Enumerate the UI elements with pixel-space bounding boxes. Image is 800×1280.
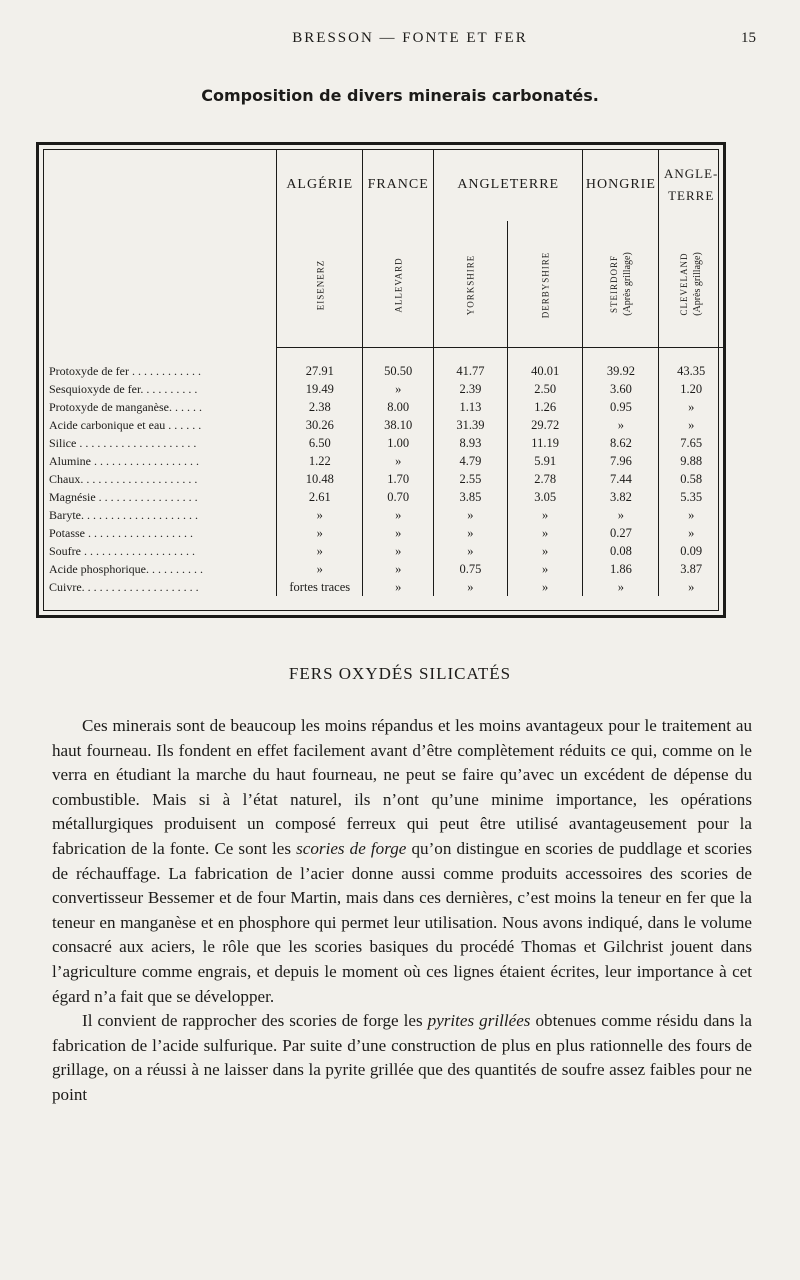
paragraph-2-part-a: Il convient de rapprocher des scories de forge les [82, 1011, 423, 1031]
paragraph-1 [52, 714, 752, 1009]
table-row [49, 560, 723, 578]
table-row [49, 488, 723, 506]
table-cell: 3.85 [433, 488, 507, 506]
table-cell: » [507, 506, 583, 524]
header-corner [49, 149, 277, 221]
locality-yorkshire [433, 221, 507, 348]
locality-eisenerz [277, 221, 363, 348]
row-label: Sesquioxyde de fer. . . . . . . . . . [49, 381, 198, 396]
table-cell: » [583, 506, 659, 524]
table-cell: » [659, 578, 723, 596]
table-row [49, 398, 723, 416]
header-france: FRANCE [363, 149, 434, 221]
locality-derbyshire-label: DERBYSHIRE [540, 251, 551, 319]
table-cell: » [363, 506, 434, 524]
table-row [49, 362, 723, 380]
table-cell: 41.77 [433, 362, 507, 380]
table-cell: 40.01 [507, 362, 583, 380]
row-label: Alumine . . . . . . . . . . . . . . . . . . [49, 453, 199, 468]
table-row [49, 470, 723, 488]
table-cell: » [507, 578, 583, 596]
header-algerie: ALGÉRIE [277, 149, 363, 221]
table-row [49, 578, 723, 596]
locality-derbyshire [507, 221, 583, 348]
table-cell: » [507, 542, 583, 560]
table-cell: » [659, 506, 723, 524]
table-cell: » [583, 578, 659, 596]
table-cell: 5.91 [507, 452, 583, 470]
table-cell: » [277, 542, 363, 560]
table-cell: » [363, 560, 434, 578]
table-cell: 9.88 [659, 452, 723, 470]
table-row [49, 416, 723, 434]
header-angleterre-2-a: ANGLE- [663, 166, 719, 181]
row-label: Silice . . . . . . . . . . . . . . . . . . . . [49, 435, 197, 450]
header-hongrie: HONGRIE [583, 149, 659, 221]
steirdorf-name: STEIRDORF [608, 254, 619, 313]
table-cell: 39.92 [583, 362, 659, 380]
table-cell: 5.35 [659, 488, 723, 506]
header-angleterre-2 [659, 149, 723, 221]
table-cell: 3.82 [583, 488, 659, 506]
table-cell: 30.26 [277, 416, 363, 434]
table-cell: 3.87 [659, 560, 723, 578]
table-cell: 0.27 [583, 524, 659, 542]
table-cell: » [433, 578, 507, 596]
table-cell: 2.38 [277, 398, 363, 416]
table-cell: 11.19 [507, 434, 583, 452]
row-label: Baryte. . . . . . . . . . . . . . . . . . . . [49, 507, 198, 522]
row-label: Magnésie . . . . . . . . . . . . . . . . . [49, 489, 198, 504]
table-cell: 2.55 [433, 470, 507, 488]
locality-yorkshire-label: YORKSHIRE [465, 254, 476, 316]
row-label: Cuivre. . . . . . . . . . . . . . . . . . . . [49, 579, 199, 594]
body-text [52, 714, 752, 1108]
table-cell: 0.70 [363, 488, 434, 506]
table-cell: » [363, 452, 434, 470]
table-cell: » [363, 542, 434, 560]
locality-header-row [49, 221, 723, 348]
header-angleterre-2-b: TERRE [668, 188, 715, 203]
locality-steirdorf [583, 221, 659, 348]
table-cell: » [277, 506, 363, 524]
running-head [60, 30, 760, 52]
table-cell: 2.39 [433, 380, 507, 398]
table-cell: » [433, 506, 507, 524]
paragraph-2 [52, 1009, 752, 1107]
table-cell: » [277, 560, 363, 578]
table-cell: » [433, 542, 507, 560]
table-cell: 7.65 [659, 434, 723, 452]
table-cell: 7.96 [583, 452, 659, 470]
paragraph-2-part-b: obtenues comme résidu dans la fabrication de l’acide sulfurique. Par suite d’une construction de plus en plus rationnelle des fours de grillage, on a réussi à ne laisser dans la pyrite grillée que des quantités de soufre assez faibles pour ne point [52, 1011, 753, 1104]
row-label: Potasse . . . . . . . . . . . . . . . . . . [49, 525, 193, 540]
table-cell: 3.60 [583, 380, 659, 398]
table-cell: 19.49 [277, 380, 363, 398]
table-cell: 31.39 [433, 416, 507, 434]
locality-cleveland-label [678, 252, 704, 316]
table-row [49, 434, 723, 452]
table-cell: 4.79 [433, 452, 507, 470]
locality-steirdorf-label [608, 252, 634, 316]
locality-eisenerz-label: EISENERZ [314, 259, 325, 311]
table-row [49, 542, 723, 560]
table-cell: 1.22 [277, 452, 363, 470]
table-cell: 1.00 [363, 434, 434, 452]
paragraph-1-part-a: Ces minerais sont de beaucoup les moins répandus et les moins avantageux pour le traitement au haut fourneau. Ils fondent en effet facilement avant d’être complètement réduits ce qui, comme on le verra en étudiant la marche du haut fourneau, ne peut se faire qu’avec un excédent de dépense du combustible. Mais si à l’état naturel, ils n’ont qu’une minime importance, les opérations métallurgiques produisent un composé ferreux qui peut être utilisé avantageusement pour la fabrication de la fonte. Ce sont les [52, 716, 752, 858]
table-cell: 2.61 [277, 488, 363, 506]
table-cell: 2.78 [507, 470, 583, 488]
table-cell: 1.13 [433, 398, 507, 416]
table-frame [36, 142, 726, 618]
table-cell: 6.50 [277, 434, 363, 452]
table-cell: 27.91 [277, 362, 363, 380]
table-cell: » [507, 560, 583, 578]
table-cell: 8.00 [363, 398, 434, 416]
table-row [49, 380, 723, 398]
section-title: FERS OXYDÉS SILICATÉS [288, 664, 512, 683]
table-cell: » [363, 524, 434, 542]
table-cell: » [583, 416, 659, 434]
table-cell: 1.26 [507, 398, 583, 416]
paragraph-1-part-b: qu’on distingue en scories de puddlage et scories de réchauffage. La fabrication de l’acier donne aussi comme produits accessoires des scories de convertisseur Bessemer et de four Martin, mais dans ces dernières, c’est moins la teneur en fer que la teneur en manganèse et en phosphore qui permet leur utilisation. Nous avons indiqué, dans le volume consacré aux aciers, le rôle que les scories basiques du procédé Thomas et Gilchrist jouent dans l’agriculture comme engrais, et depuis le moment où ces lignes étaient écrites, leur importance à cet égard n’a fait que se développer. [52, 838, 752, 1006]
table-cell: » [659, 398, 723, 416]
row-label: Chaux. . . . . . . . . . . . . . . . . . . . [49, 471, 198, 486]
row-label: Acide phosphorique. . . . . . . . . . [49, 561, 203, 576]
table-cell: 3.05 [507, 488, 583, 506]
table-cell: 8.62 [583, 434, 659, 452]
table-cell: » [433, 524, 507, 542]
cleveland-note: (Après grillage) [692, 251, 704, 316]
table-cell: fortes traces [277, 578, 363, 596]
table-cell: 0.75 [433, 560, 507, 578]
table-cell: 50.50 [363, 362, 434, 380]
table-cell: 1.86 [583, 560, 659, 578]
row-label: Protoxyde de fer . . . . . . . . . . . . [49, 363, 201, 378]
table-body [49, 362, 723, 596]
table-cell: » [507, 524, 583, 542]
table-cell: » [363, 578, 434, 596]
table-cell: 38.10 [363, 416, 434, 434]
header-angleterre: ANGLETERRE [433, 149, 582, 221]
country-header-row [49, 149, 723, 221]
table-cell: 10.48 [277, 470, 363, 488]
table-row [49, 524, 723, 542]
table-cell: » [277, 524, 363, 542]
table-cell: 1.20 [659, 380, 723, 398]
row-label: Acide carbonique et eau . . . . . . [49, 417, 202, 432]
table-row [49, 452, 723, 470]
table-cell: 2.50 [507, 380, 583, 398]
running-title: BRESSON — FONTE ET FER [292, 30, 528, 46]
locality-allevard-label: ALLEVARD [393, 257, 404, 313]
cleveland-name: CLEVELAND [679, 252, 690, 315]
table-cell: 0.08 [583, 542, 659, 560]
locality-corner [49, 221, 277, 348]
table-title: Composition de divers minerais carbonatés. [201, 86, 599, 105]
header-spacer-row [49, 348, 723, 363]
table-cell: 29.72 [507, 416, 583, 434]
table-cell: 43.35 [659, 362, 723, 380]
table-cell: 1.70 [363, 470, 434, 488]
table-cell: » [659, 524, 723, 542]
table-cell: 0.09 [659, 542, 723, 560]
table-cell: » [659, 416, 723, 434]
composition-table [49, 149, 723, 596]
table-cell: 7.44 [583, 470, 659, 488]
steirdorf-note: (Après grillage) [621, 251, 633, 316]
table-row [49, 506, 723, 524]
table-cell: » [363, 380, 434, 398]
locality-cleveland [659, 221, 723, 348]
table-cell: 8.93 [433, 434, 507, 452]
locality-allevard [363, 221, 434, 348]
table-cell: 0.58 [659, 470, 723, 488]
row-label: Protoxyde de manganèse. . . . . . [49, 399, 202, 414]
table-cell: 0.95 [583, 398, 659, 416]
row-label: Soufre . . . . . . . . . . . . . . . . . . . [49, 543, 195, 558]
paragraph-1-emphasis: scories de forge [296, 838, 407, 858]
page-number: 15 [741, 30, 756, 46]
paragraph-2-emphasis: pyrites grillées [427, 1011, 531, 1031]
